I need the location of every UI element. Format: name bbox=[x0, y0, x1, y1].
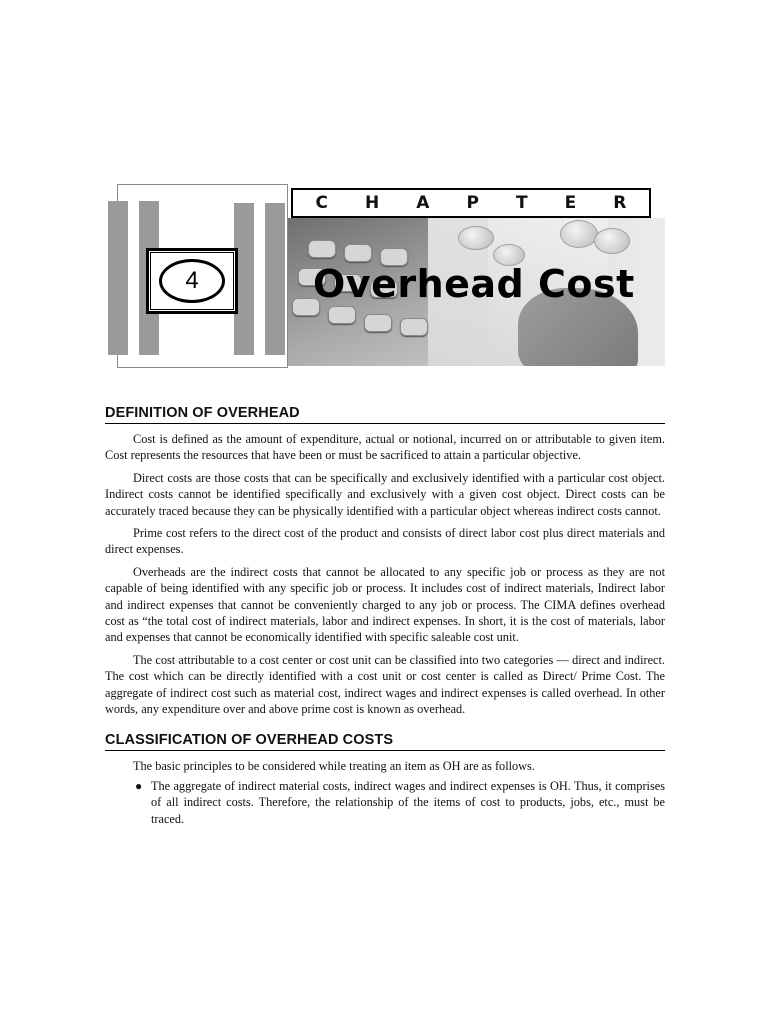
chapter-letter: E bbox=[564, 193, 577, 213]
chapter-letter: A bbox=[416, 193, 430, 213]
section-definition bbox=[105, 405, 665, 718]
section-heading: CLASSIFICATION OF OVERHEAD COSTS bbox=[105, 732, 665, 751]
paragraph: Cost is defined as the amount of expenditure, actual or notional, incurred on or attributable to given item. Cost represents the resources that have been or must be sacrificed to attain a particular objective. bbox=[105, 432, 665, 463]
paragraph: The basic principles to be considered while treating an item as OH are as follows. bbox=[133, 758, 535, 773]
section-classification bbox=[105, 732, 665, 828]
decorative-bar bbox=[265, 203, 285, 355]
chapter-letter: R bbox=[613, 193, 627, 213]
paragraph: Direct costs are those costs that can be specifically and exclusively identified with a particular cost object. Indirect costs cannot be identified specifically and exclusively with a given cost object. Direct costs can be accurately traced because they can be physically identified with a particular object whereas indirect costs cannot. bbox=[105, 470, 665, 518]
calculator-key bbox=[328, 306, 356, 324]
coin-image bbox=[560, 220, 598, 248]
calculator-key bbox=[400, 318, 428, 336]
calculator-key bbox=[364, 314, 392, 332]
coin-image bbox=[594, 228, 630, 254]
calculator-key bbox=[344, 244, 372, 262]
chapter-label bbox=[291, 188, 651, 218]
list-item bbox=[115, 778, 665, 827]
coin-image bbox=[458, 226, 494, 250]
chapter-number: 4 bbox=[159, 259, 225, 303]
bullet-list bbox=[105, 778, 665, 827]
chapter-letter: C bbox=[315, 193, 328, 213]
chapter-letter: P bbox=[466, 193, 479, 213]
chapter-title: Overhead Cost bbox=[313, 262, 635, 306]
section-heading: DEFINITION OF OVERHEAD bbox=[105, 405, 665, 424]
chapter-letter: H bbox=[365, 193, 380, 213]
chapter-letter: T bbox=[516, 193, 528, 213]
page-content bbox=[105, 405, 665, 827]
decorative-bar bbox=[108, 201, 128, 355]
paragraph: The cost attributable to a cost center or cost unit can be classified into two categories — direct and indirect. The cost which can be directly identified with a cost unit or cost center is called as Direct/ Prime Cost. The aggregate of indirect cost such as material cost, indirect wages and indirect expenses is called overhead. In other words, any expenditure over and above prime cost is known as overhead. bbox=[105, 652, 665, 717]
list-item-text: The aggregate of indirect material costs, indirect wages and indirect expenses is OH. Thus, it comprises of all indirect costs. Therefore, the relationship of the items of cost to products, jobs, etc., must be traced. bbox=[151, 778, 665, 826]
paragraph: Overheads are the indirect costs that cannot be allocated to any specific job or process as they are not capable of being identified with any specific job or process. It includes cost of indirect materials, Indirect labor and indirect expenses that cannot be conveniently charged to any job or process. The CIMA defines overhead cost as “the total cost of indirect materials, labor and indirect expenses. In short, it is the cost of materials, labor and expenses that cannot be economically identified with specific saleable cost unit. bbox=[105, 564, 665, 645]
chapter-banner bbox=[0, 0, 768, 380]
bullet-icon: ● bbox=[135, 778, 143, 793]
calculator-key bbox=[308, 240, 336, 258]
paragraph: Prime cost refers to the direct cost of the product and consists of direct labor cost plus direct materials and direct expenses. bbox=[105, 526, 665, 557]
